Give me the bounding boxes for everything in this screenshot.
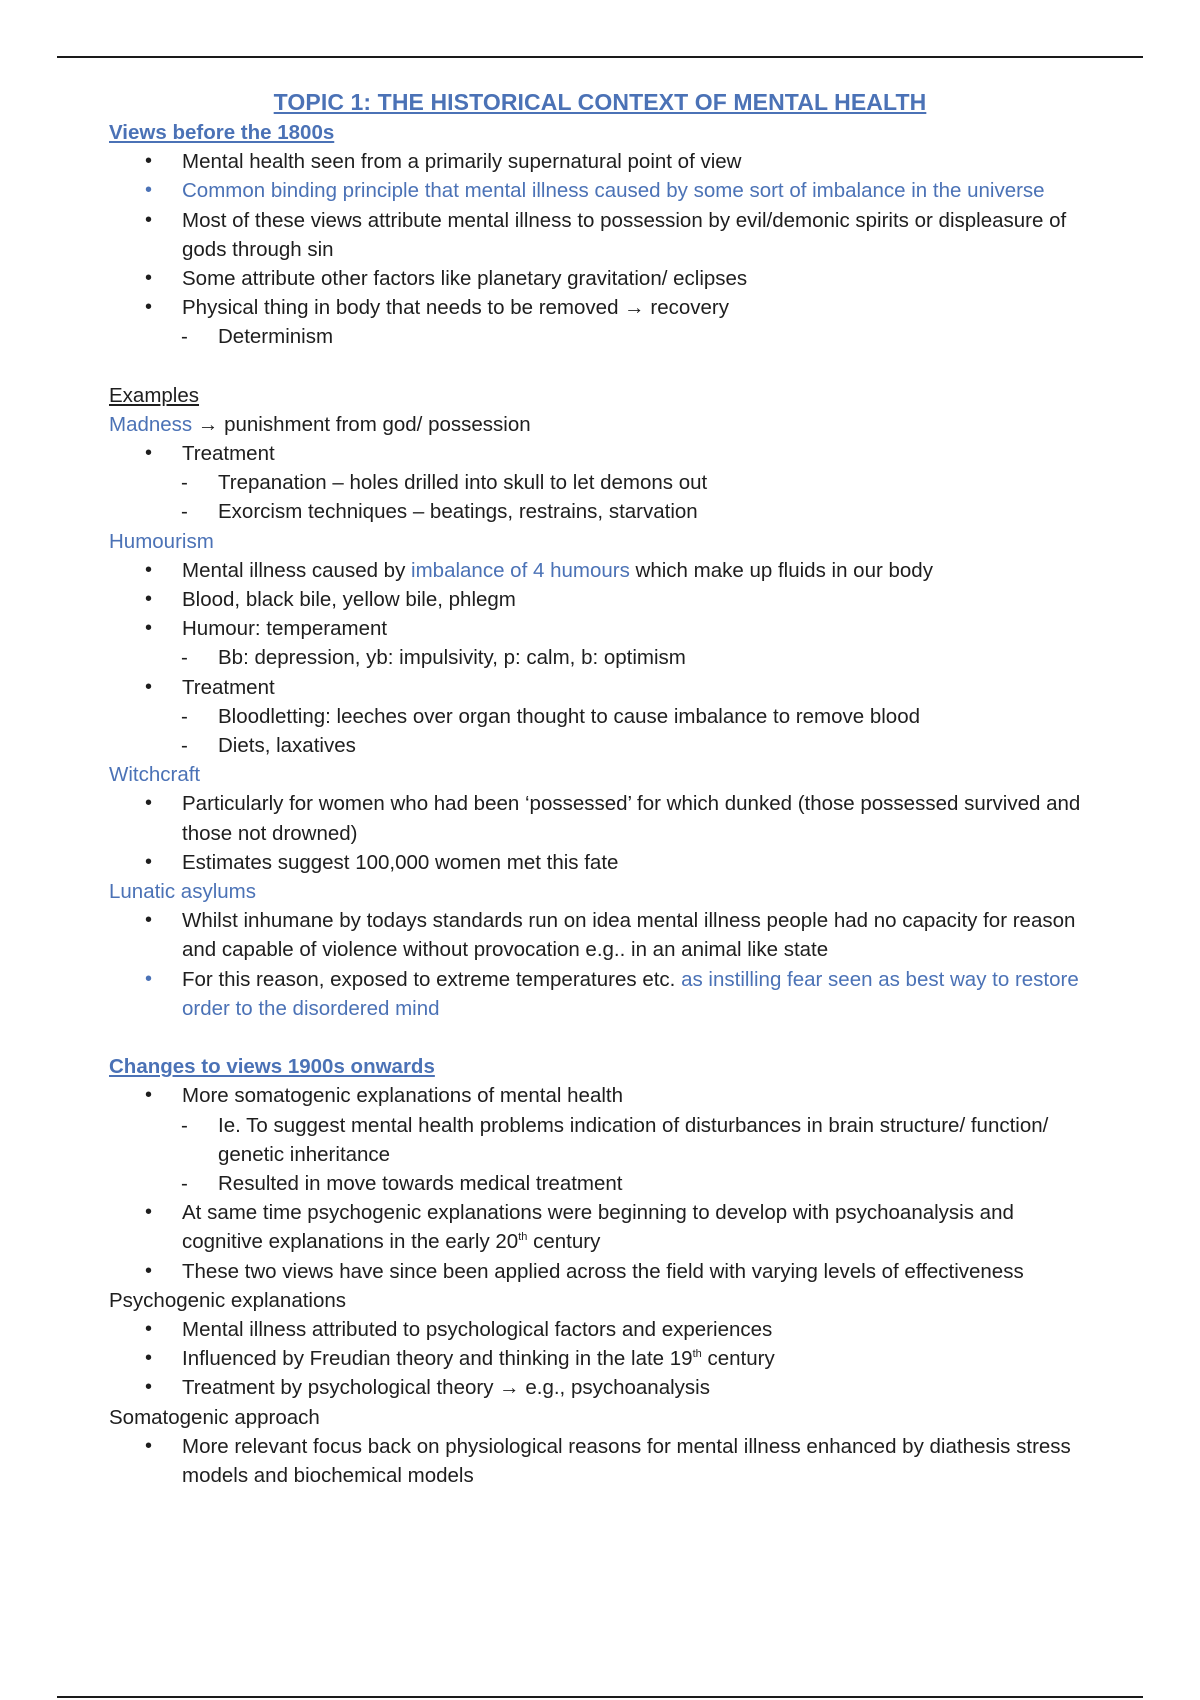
bullet-text: Mental illness caused by <box>182 558 406 582</box>
bullet-item <box>0 965 1200 1023</box>
bullet-item <box>0 1432 1200 1490</box>
dash-mark: - <box>181 1113 188 1137</box>
bullet-item <box>0 206 1200 264</box>
bullet-text-highlight: as instilling fear seen as best way to restore order to the disordered mind <box>182 967 1079 1020</box>
section-heading-before-1800s <box>0 118 1200 147</box>
section-heading-1900s <box>0 1052 1200 1081</box>
bullet-item <box>0 147 1200 176</box>
document-title: TOPIC 1: THE HISTORICAL CONTEXT OF MENTAL HEALTH <box>273 89 927 115</box>
bullet-mark: • <box>145 792 153 815</box>
bullet-text: Humour: temperament <box>182 617 388 641</box>
bullet-mark: • <box>145 296 153 319</box>
bullet-text: Common binding principle that mental illness caused by some sort of imbalance in the universe <box>182 179 1045 203</box>
bullet-item <box>0 848 1200 877</box>
bullet-text: Estimates suggest 100,000 women met this fate <box>182 850 619 874</box>
bullet-item <box>0 1257 1200 1286</box>
witchcraft-label: Witchcraft <box>109 763 201 787</box>
dash-text: Bb: depression, yb: impulsivity, p: calm, b: optimism <box>218 646 686 670</box>
bullet-mark: • <box>145 1347 153 1370</box>
bullet-mark: • <box>145 1317 153 1340</box>
superscript: th <box>518 1231 528 1244</box>
document-page <box>0 86 1200 1490</box>
bullet-text: At same time psychogenic explanations were beginning to develop with psychoanalysis and cognitive explanations in the early 20 <box>182 1201 1014 1254</box>
dash-mark: - <box>181 1171 188 1195</box>
dash-item <box>0 1169 1200 1198</box>
dash-mark: - <box>181 471 188 495</box>
dash-item <box>0 1111 1200 1169</box>
bullet-text: More somatogenic explanations of mental health <box>182 1084 624 1108</box>
bullet-item <box>0 1315 1200 1344</box>
bullet-text: Physical thing in body that needs to be removed <box>182 296 619 320</box>
bullet-text: Some attribute other factors like planetary gravitation/ eclipses <box>182 267 748 291</box>
spacer <box>0 1023 1200 1052</box>
bullet-text: Influenced by Freudian theory and thinking in the late 19 <box>182 1347 693 1371</box>
bullet-item <box>0 1373 1200 1402</box>
section-heading-text: Changes to views 1900s onwards <box>109 1055 435 1079</box>
bullet-item <box>0 614 1200 643</box>
bullet-text: More relevant focus back on physiological reasons for mental illness enhanced by diathesis stress models and biochemical models <box>182 1434 1071 1487</box>
bullet-text: Most of these views attribute mental illness to possession by evil/demonic spirits or displeasure of gods through sin <box>182 208 1067 261</box>
bullet-mark: • <box>145 150 153 173</box>
bullet-text: e.g., psychoanalysis <box>525 1376 710 1400</box>
bullet-mark: • <box>145 909 153 932</box>
bullet-text: century <box>707 1347 775 1371</box>
dash-mark: - <box>181 646 188 670</box>
humourism-heading <box>0 527 1200 556</box>
asylums-heading <box>0 877 1200 906</box>
superscript: th <box>692 1348 702 1361</box>
bullet-item <box>0 906 1200 964</box>
bullet-text: For this reason, exposed to extreme temperatures etc. <box>182 967 676 991</box>
dash-item <box>0 702 1200 731</box>
bullet-mark: • <box>145 558 153 581</box>
bullet-text: Mental health seen from a primarily supernatural point of view <box>182 150 742 174</box>
dash-item <box>0 643 1200 672</box>
bullet-mark: • <box>145 267 153 290</box>
bullet-item <box>0 1344 1200 1373</box>
bullet-text: Whilst inhumane by todays standards run on idea mental illness people had no capacity for reason and capable of violence without provocation e.g.. in an animal like state <box>182 909 1076 962</box>
bullet-mark: • <box>145 588 153 611</box>
dash-mark: - <box>181 325 188 349</box>
dash-text: Trepanation – holes drilled into skull to let demons out <box>218 471 708 495</box>
bullet-text: Treatment by psychological theory <box>182 1376 494 1400</box>
bullet-item <box>0 264 1200 293</box>
bullet-text: Treatment <box>182 442 275 466</box>
examples-heading <box>0 381 1200 410</box>
bullet-mark: • <box>145 179 153 202</box>
arrow-right-icon: → <box>499 1376 520 1400</box>
bullet-mark: • <box>145 1376 153 1399</box>
dash-item <box>0 322 1200 351</box>
dash-mark: - <box>181 704 188 728</box>
madness-line <box>0 410 1200 439</box>
spacer <box>0 352 1200 381</box>
bullet-item <box>0 293 1200 322</box>
dash-text: Ie. To suggest mental health problems indication of disturbances in brain structure/ function/ genetic inheritance <box>218 1113 1049 1166</box>
bullet-text: Treatment <box>182 675 275 699</box>
dash-item <box>0 468 1200 497</box>
bottom-rule <box>57 1696 1143 1698</box>
bullet-mark: • <box>145 1434 153 1457</box>
bullet-item <box>0 556 1200 585</box>
dash-mark: - <box>181 734 188 758</box>
section-heading-text: Views before the 1800s <box>109 121 335 144</box>
dash-text: Bloodletting: leeches over organ thought to cause imbalance to remove blood <box>218 704 921 728</box>
psychogenic-heading: Psychogenic explanations <box>109 1288 347 1312</box>
witchcraft-heading <box>0 760 1200 789</box>
bullet-item <box>0 585 1200 614</box>
dash-text: Exorcism techniques – beatings, restrains, starvation <box>218 500 698 524</box>
bullet-text: These two views have since been applied across the field with varying levels of effectiveness <box>182 1259 1024 1283</box>
bullet-mark: • <box>145 208 153 231</box>
bullet-item <box>0 1081 1200 1110</box>
bullet-mark: • <box>145 442 153 465</box>
bullet-text: which make up fluids in our body <box>635 558 933 582</box>
bullet-item <box>0 176 1200 205</box>
bullet-text: Blood, black bile, yellow bile, phlegm <box>182 588 516 612</box>
bullet-item <box>0 439 1200 468</box>
bullet-mark: • <box>145 850 153 873</box>
dash-text: Determinism <box>218 325 334 349</box>
dash-item <box>0 497 1200 526</box>
dash-text: Diets, laxatives <box>218 734 356 758</box>
bullet-mark: • <box>145 967 153 990</box>
bullet-item <box>0 789 1200 847</box>
bullet-text: Particularly for women who had been ‘possessed’ for which dunked (those possessed survived and those not drowned) <box>182 792 1081 845</box>
humourism-label: Humourism <box>109 529 214 553</box>
bullet-mark: • <box>145 1259 153 1282</box>
asylums-label: Lunatic asylums <box>109 880 256 904</box>
bullet-text: century <box>533 1230 601 1254</box>
bullet-mark: • <box>145 675 153 698</box>
top-rule <box>57 56 1143 58</box>
bullet-mark: • <box>145 617 153 640</box>
madness-text: punishment from god/ possession <box>224 412 531 436</box>
madness-label: Madness <box>109 412 193 436</box>
bullet-item <box>0 1198 1200 1256</box>
examples-heading-text: Examples <box>109 383 200 407</box>
dash-item <box>0 731 1200 760</box>
bullet-mark: • <box>145 1084 153 1107</box>
dash-text: Resulted in move towards medical treatment <box>218 1171 623 1195</box>
bullet-text: Mental illness attributed to psychological factors and experiences <box>182 1317 773 1341</box>
arrow-right-icon: → <box>624 296 645 320</box>
somatogenic-heading: Somatogenic approach <box>109 1405 320 1429</box>
bullet-mark: • <box>145 1201 153 1224</box>
dash-mark: - <box>181 500 188 524</box>
bullet-text-highlight: imbalance of 4 humours <box>411 558 630 582</box>
bullet-item <box>0 673 1200 702</box>
arrow-right-icon: → <box>197 412 219 436</box>
bullet-text: recovery <box>650 296 729 320</box>
